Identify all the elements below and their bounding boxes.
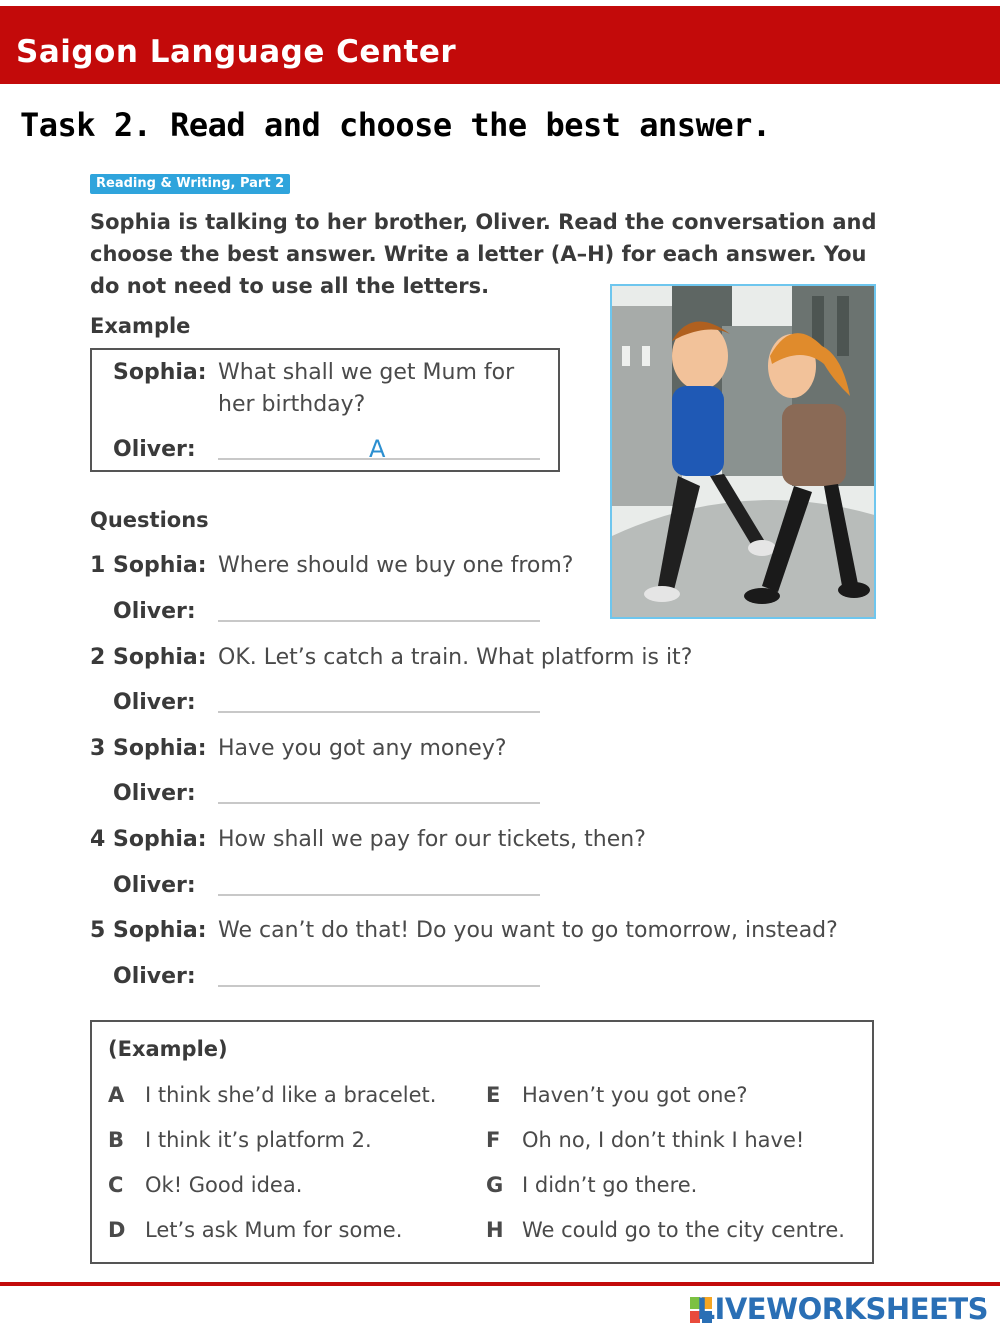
example-question-line1: What shall we get Mum for <box>218 360 515 385</box>
question-speaker: Sophia: <box>113 827 207 852</box>
option-letter: E <box>486 1083 501 1107</box>
liveworksheets-logo[interactable]: LIVEWORKSHEETS <box>696 1292 988 1326</box>
option-letter: A <box>108 1083 125 1107</box>
site-title: Saigon Language Center <box>16 34 457 70</box>
option-text: I think she’d like a bracelet. <box>145 1083 437 1107</box>
question-number: 4 <box>90 827 106 852</box>
example-heading: Example <box>90 314 191 338</box>
question-text: Have you got any money? <box>218 736 507 761</box>
illustration-svg <box>612 286 876 619</box>
illustration-image <box>610 284 876 619</box>
example-speaker-oliver: Oliver: <box>113 437 196 462</box>
option-text: We could go to the city centre. <box>522 1218 845 1242</box>
answer-speaker: Oliver: <box>113 599 196 624</box>
answer-blank-3[interactable] <box>218 802 540 804</box>
question-text: How shall we pay for our tickets, then? <box>218 827 646 852</box>
question-speaker: Sophia: <box>113 918 207 943</box>
section-badge: Reading & Writing, Part 2 <box>90 174 290 194</box>
option-letter: H <box>486 1218 504 1242</box>
option-letter: C <box>108 1173 124 1197</box>
option-text: I didn’t go there. <box>522 1173 698 1197</box>
instructions: Sophia is talking to her brother, Oliver. Read the conversation and choose the best answer. Write a letter (A–H) for each answer. You do not need to use all the letters. <box>90 210 877 298</box>
answer-speaker: Oliver: <box>113 781 196 806</box>
answer-blank-5[interactable] <box>218 985 540 987</box>
option-letter: B <box>108 1128 125 1152</box>
footer-divider <box>0 1282 1000 1286</box>
option-text: Haven’t you got one? <box>522 1083 748 1107</box>
question-speaker: Sophia: <box>113 736 207 761</box>
question-number: 2 <box>90 645 106 670</box>
question-number: 3 <box>90 736 106 761</box>
question-speaker: Sophia: <box>113 645 207 670</box>
example-answer: A <box>369 435 386 463</box>
answer-speaker: Oliver: <box>113 690 196 715</box>
header-bar <box>0 6 1000 84</box>
option-letter: G <box>486 1173 504 1197</box>
option-letter: D <box>108 1218 126 1242</box>
answer-blank-4[interactable] <box>218 894 540 896</box>
question-text: OK. Let’s catch a train. What platform is it? <box>218 645 693 670</box>
option-text: Oh no, I don’t think I have! <box>522 1128 805 1152</box>
question-text: We can’t do that! Do you want to go tomorrow, instead? <box>218 918 838 943</box>
answer-blank-1[interactable] <box>218 620 540 622</box>
option-text: Ok! Good idea. <box>145 1173 303 1197</box>
option-text: Let’s ask Mum for some. <box>145 1218 403 1242</box>
answer-options-heading: (Example) <box>108 1037 228 1061</box>
questions-heading: Questions <box>90 508 209 532</box>
option-text: I think it’s platform 2. <box>145 1128 372 1152</box>
answer-blank-2[interactable] <box>218 711 540 713</box>
answer-speaker: Oliver: <box>113 873 196 898</box>
answer-speaker: Oliver: <box>113 964 196 989</box>
question-text: Where should we buy one from? <box>218 553 574 578</box>
option-letter: F <box>486 1128 501 1152</box>
question-speaker: Sophia: <box>113 553 207 578</box>
question-number: 1 <box>90 553 106 578</box>
task-title: Task 2. Read and choose the best answer. <box>20 106 771 144</box>
example-speaker-sophia: Sophia: <box>113 360 207 385</box>
example-question-line2: her birthday? <box>218 392 366 417</box>
question-number: 5 <box>90 918 106 943</box>
